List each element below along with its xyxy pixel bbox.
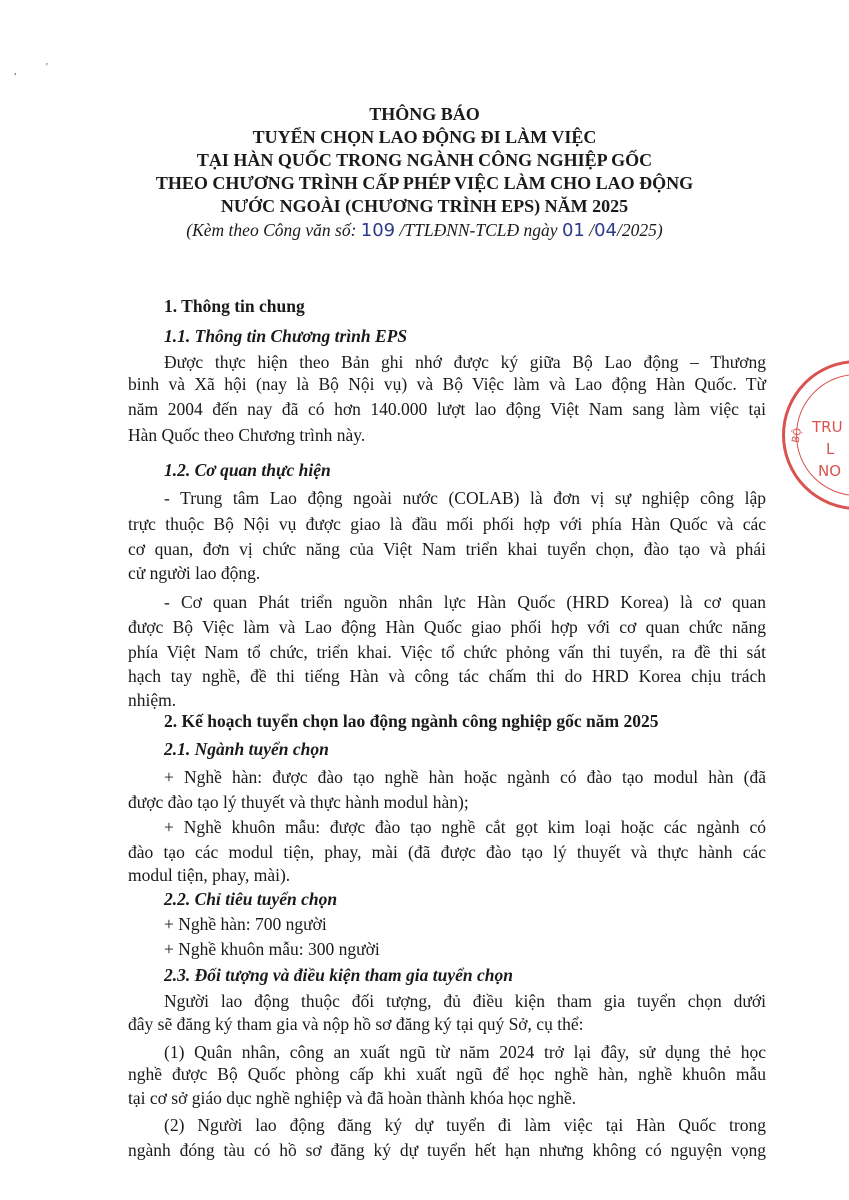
header-subtitle bbox=[0, 218, 849, 243]
subsection-heading: 1.2. Cơ quan thực hiện bbox=[164, 460, 331, 480]
paragraph-line: cử người lao động. bbox=[128, 563, 261, 583]
subsection-heading: 1.1. Thông tin Chương trình EPS bbox=[164, 326, 408, 346]
stamp-text: BỘ bbox=[790, 427, 805, 444]
paragraph-line: hạch tay nghề, đề thi tiếng Hàn và công tác chấm thi do HRD Korea chịu trách bbox=[128, 666, 766, 686]
paragraph-line: tại cơ sở giáo dục nghề nghiệp và đã hoàn thành khóa học nghề. bbox=[128, 1088, 577, 1108]
header-title-line: THÔNG BÁO bbox=[369, 104, 480, 124]
paragraph-line: năm 2004 đến nay đã có hơn 140.000 lượt lao động Việt Nam sang làm việc tại bbox=[128, 399, 766, 419]
scan-speck: ' bbox=[46, 62, 48, 73]
paragraph-line: Được thực hiện theo Bản ghi nhớ được ký giữa Bộ Lao động – Thương bbox=[164, 352, 766, 372]
paragraph-line: binh và Xã hội (nay là Bộ Nội vụ) và Bộ Việc làm và Lao động Hàn Quốc. Từ bbox=[128, 374, 766, 394]
paragraph-line: (2) Người lao động đăng ký dự tuyển đi làm việc tại Hàn Quốc trong bbox=[164, 1115, 766, 1135]
section-heading: 2. Kế hoạch tuyển chọn lao động ngành công nghiệp gốc năm 2025 bbox=[164, 711, 659, 731]
paragraph-line: cơ quan, đơn vị chức năng của Việt Nam triển khai tuyển chọn, đào tạo và phái bbox=[128, 539, 766, 559]
paragraph-line: + Nghề khuôn mẫu: được đào tạo nghề cắt gọt kim loại hoặc các ngành có bbox=[164, 817, 766, 837]
paragraph-line: Hàn Quốc theo Chương trình này. bbox=[128, 425, 366, 445]
handwritten-day: 01 bbox=[561, 220, 585, 241]
subsection-heading: 2.1. Ngành tuyển chọn bbox=[164, 739, 329, 759]
paragraph-line: nhiệm. bbox=[128, 690, 177, 710]
paragraph-line: được đào tạo lý thuyết và thực hành modul hàn); bbox=[128, 792, 469, 812]
paragraph-line: Người lao động thuộc đối tượng, đủ điều kiện tham gia tuyển chọn dưới bbox=[164, 991, 766, 1011]
stamp-text: L bbox=[826, 440, 835, 458]
paragraph-line: đây sẽ đăng ký tham gia và nộp hồ sơ đăng ký tại quý Sở, cụ thể: bbox=[128, 1014, 584, 1034]
header-title-line: NƯỚC NGOÀI (CHƯƠNG TRÌNH EPS) NĂM 2025 bbox=[220, 196, 629, 216]
section-heading: 1. Thông tin chung bbox=[164, 296, 305, 316]
paragraph-line: được Bộ Việc làm và Lao động Hàn Quốc giao phối hợp với cơ quan chức năng bbox=[128, 617, 766, 637]
paragraph-line: - Cơ quan Phát triển nguồn nhân lực Hàn Quốc (HRD Korea) là cơ quan bbox=[164, 592, 766, 612]
scan-speck: , bbox=[14, 66, 17, 77]
paragraph-line: + Nghề hàn: 700 người bbox=[164, 914, 327, 934]
header-title-line: TẠI HÀN QUỐC TRONG NGÀNH CÔNG NGHIỆP GỐC bbox=[196, 150, 653, 170]
paragraph-line: modul tiện, phay, mài). bbox=[128, 865, 291, 885]
subtitle-suffix: /2025) bbox=[617, 220, 663, 240]
stamp-text: TRU bbox=[812, 418, 843, 436]
subtitle-middle: /TTLĐNN-TCLĐ ngày bbox=[395, 220, 562, 240]
paragraph-line: + Nghề hàn: được đào tạo nghề hàn hoặc ngành có đào tạo modul hàn (đã bbox=[164, 767, 766, 787]
handwritten-doc-number: 109 bbox=[360, 220, 396, 241]
stamp-text: NO bbox=[818, 462, 842, 480]
subtitle-prefix: (Kèm theo Công văn số: bbox=[186, 220, 361, 240]
paragraph-line: phía Việt Nam tổ chức, triển khai. Việc tổ chức phỏng vấn thi tuyển, ra đề thi sát bbox=[128, 642, 766, 662]
handwritten-month: 04 bbox=[594, 220, 617, 241]
paragraph-line: ngành đóng tàu có hồ sơ đăng ký dự tuyển hết hạn nhưng không có nguyện vọng bbox=[128, 1140, 766, 1160]
paragraph-line: đào tạo các modul tiện, phay, mài (đã được đào tạo lý thuyết và thực hành các bbox=[128, 842, 766, 862]
paragraph-line: - Trung tâm Lao động ngoài nước (COLAB) là đơn vị sự nghiệp công lập bbox=[164, 488, 766, 508]
subsection-heading: 2.2. Chỉ tiêu tuyển chọn bbox=[164, 889, 338, 909]
paragraph-line: + Nghề khuôn mẫu: 300 người bbox=[164, 939, 380, 959]
paragraph-line: (1) Quân nhân, công an xuất ngũ từ năm 2024 trở lại đây, sử dụng thẻ học bbox=[164, 1042, 766, 1062]
paragraph-line: trực thuộc Bộ Nội vụ được giao là đầu mối phối hợp với phía Hàn Quốc và các bbox=[128, 514, 766, 534]
paragraph-line: nghề được Bộ Quốc phòng cấp khi xuất ngũ để học nghề hàn, nghề khuôn mẫu bbox=[128, 1064, 766, 1084]
document-header bbox=[0, 103, 849, 243]
subsection-heading: 2.3. Đối tượng và điều kiện tham gia tuyển chọn bbox=[164, 965, 514, 985]
date-separator: / bbox=[584, 220, 595, 240]
header-title-line: THEO CHƯƠNG TRÌNH CẤP PHÉP VIỆC LÀM CHO LAO ĐỘNG bbox=[155, 173, 694, 193]
header-title-line: TUYỂN CHỌN LAO ĐỘNG ĐI LÀM VIỆC bbox=[252, 127, 597, 147]
